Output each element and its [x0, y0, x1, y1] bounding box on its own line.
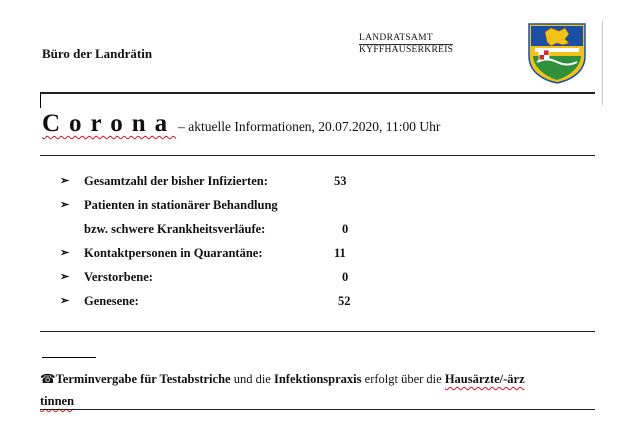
arrow-bullet-icon: ➢ [60, 247, 70, 259]
title-word: Corona [42, 110, 177, 137]
office-name: Büro der Landrätin [42, 46, 153, 61]
authority-name [359, 33, 453, 56]
list-divider [40, 331, 595, 332]
footer-divider [40, 409, 595, 410]
coat-of-arms-icon [525, 22, 589, 84]
text-cursor [40, 92, 41, 108]
arrow-bullet-icon: ➢ [60, 271, 70, 283]
page-margin-line [602, 20, 603, 105]
arrow-bullet-icon: ➢ [60, 199, 70, 211]
header-divider [40, 92, 595, 94]
arrow-bullet-icon: ➢ [60, 175, 70, 187]
arrow-bullet-icon: ➢ [60, 295, 70, 307]
title-subtitle: – aktuelle Informationen, 20.07.2020, 11:00 Uhr [178, 119, 441, 134]
telephone-icon: ☎ [40, 372, 56, 386]
title-divider [40, 155, 595, 156]
authority-line-1: LANDRATSAMT [359, 33, 434, 43]
footnote-rule [42, 357, 96, 358]
authority-line-2: KYFFHÄUSERKREIS [359, 45, 454, 55]
footer-note: ☎Terminvergabe für Testabstriche und die Infektionspraxis erfolgt über die Hausärzte/-ärz tinnen [40, 372, 525, 408]
page-title [42, 110, 440, 138]
